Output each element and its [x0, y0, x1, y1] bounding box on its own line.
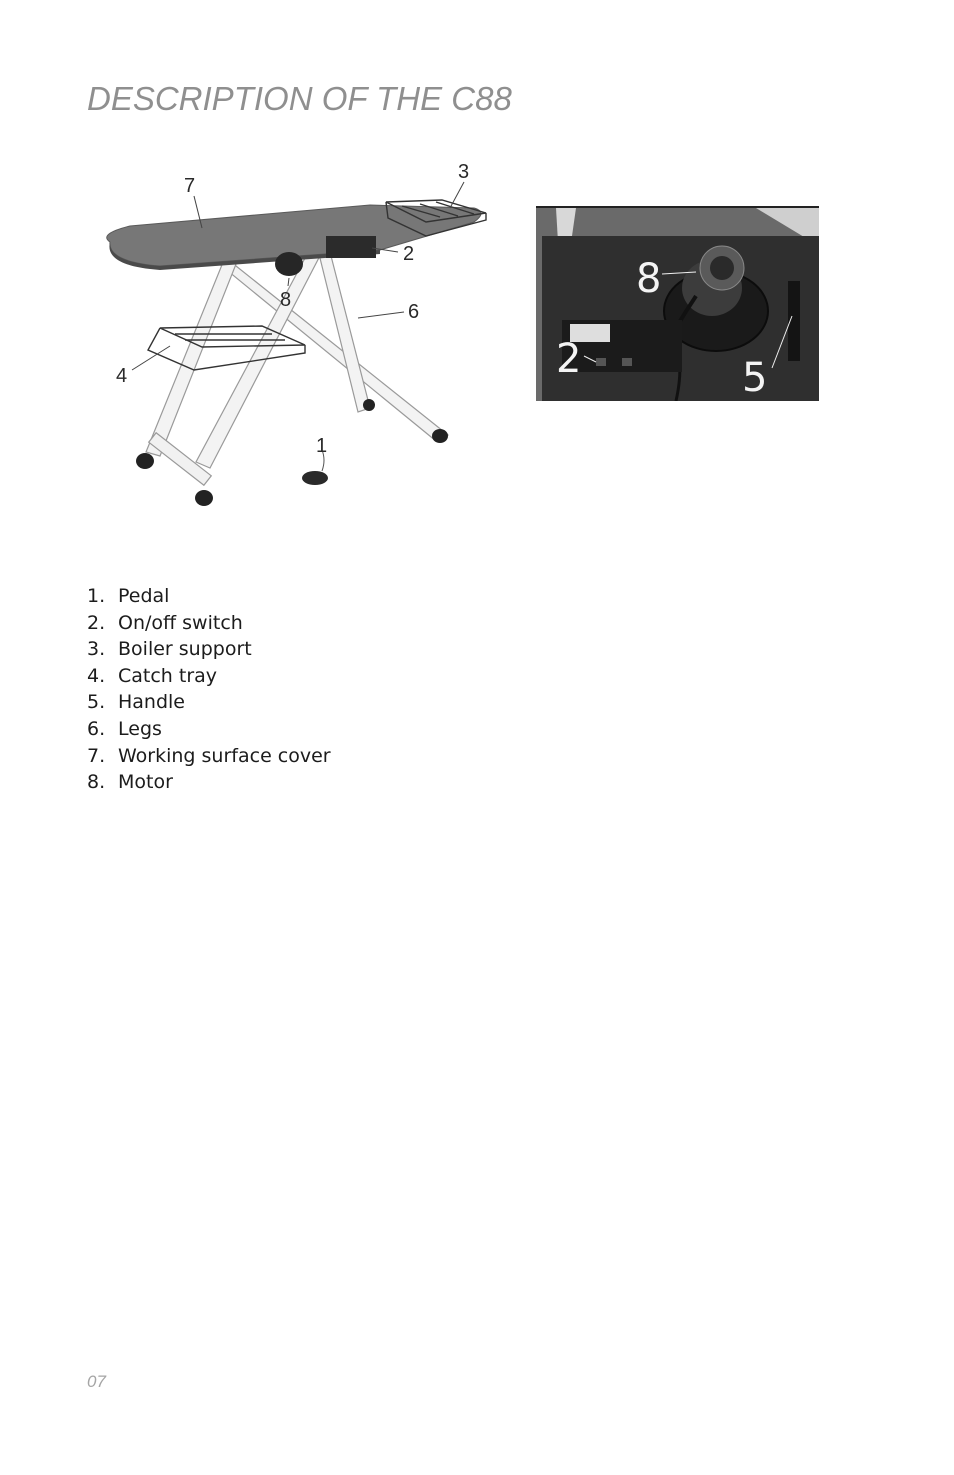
callout-6: 6 [408, 301, 420, 323]
list-item [87, 663, 331, 690]
page-title: DESCRIPTION OF THE C88 [87, 80, 512, 117]
item-number: 7. [87, 744, 106, 767]
list-item [87, 583, 331, 610]
ironing-table-illustration [90, 150, 500, 520]
item-number: 1. [87, 585, 106, 607]
item-number: 5. [87, 691, 106, 714]
list-item [87, 716, 331, 743]
list-item [87, 636, 331, 663]
item-label: Handle [118, 691, 186, 714]
underside-photo [536, 206, 819, 401]
item-number: 4. [87, 664, 106, 687]
callout-1: 1 [316, 435, 328, 457]
item-label: Pedal [118, 585, 170, 607]
item-label: Working surface cover [118, 744, 331, 767]
item-number: 2. [87, 611, 106, 634]
parts-list [87, 583, 331, 796]
item-label: On/off switch [118, 611, 243, 634]
item-label: Boiler support [118, 638, 252, 661]
photo-callout-2: 2 [556, 336, 582, 382]
list-item [87, 689, 331, 716]
list-item [87, 610, 331, 637]
callout-4: 4 [116, 365, 128, 387]
callout-7: 7 [184, 175, 196, 197]
item-label: Legs [118, 717, 162, 740]
item-number: 3. [87, 638, 106, 661]
item-label: Motor [118, 771, 173, 794]
item-number: 8. [87, 771, 106, 794]
item-label: Catch tray [118, 664, 218, 687]
list-item [87, 743, 331, 770]
list-item [87, 769, 331, 796]
photo-callout-5: 5 [742, 355, 768, 401]
photo-callout-8: 8 [636, 256, 662, 302]
callout-3: 3 [458, 161, 470, 183]
item-number: 6. [87, 717, 106, 740]
callout-8: 8 [280, 289, 292, 311]
page-number: 07 [87, 1372, 106, 1391]
callout-2: 2 [403, 243, 415, 265]
